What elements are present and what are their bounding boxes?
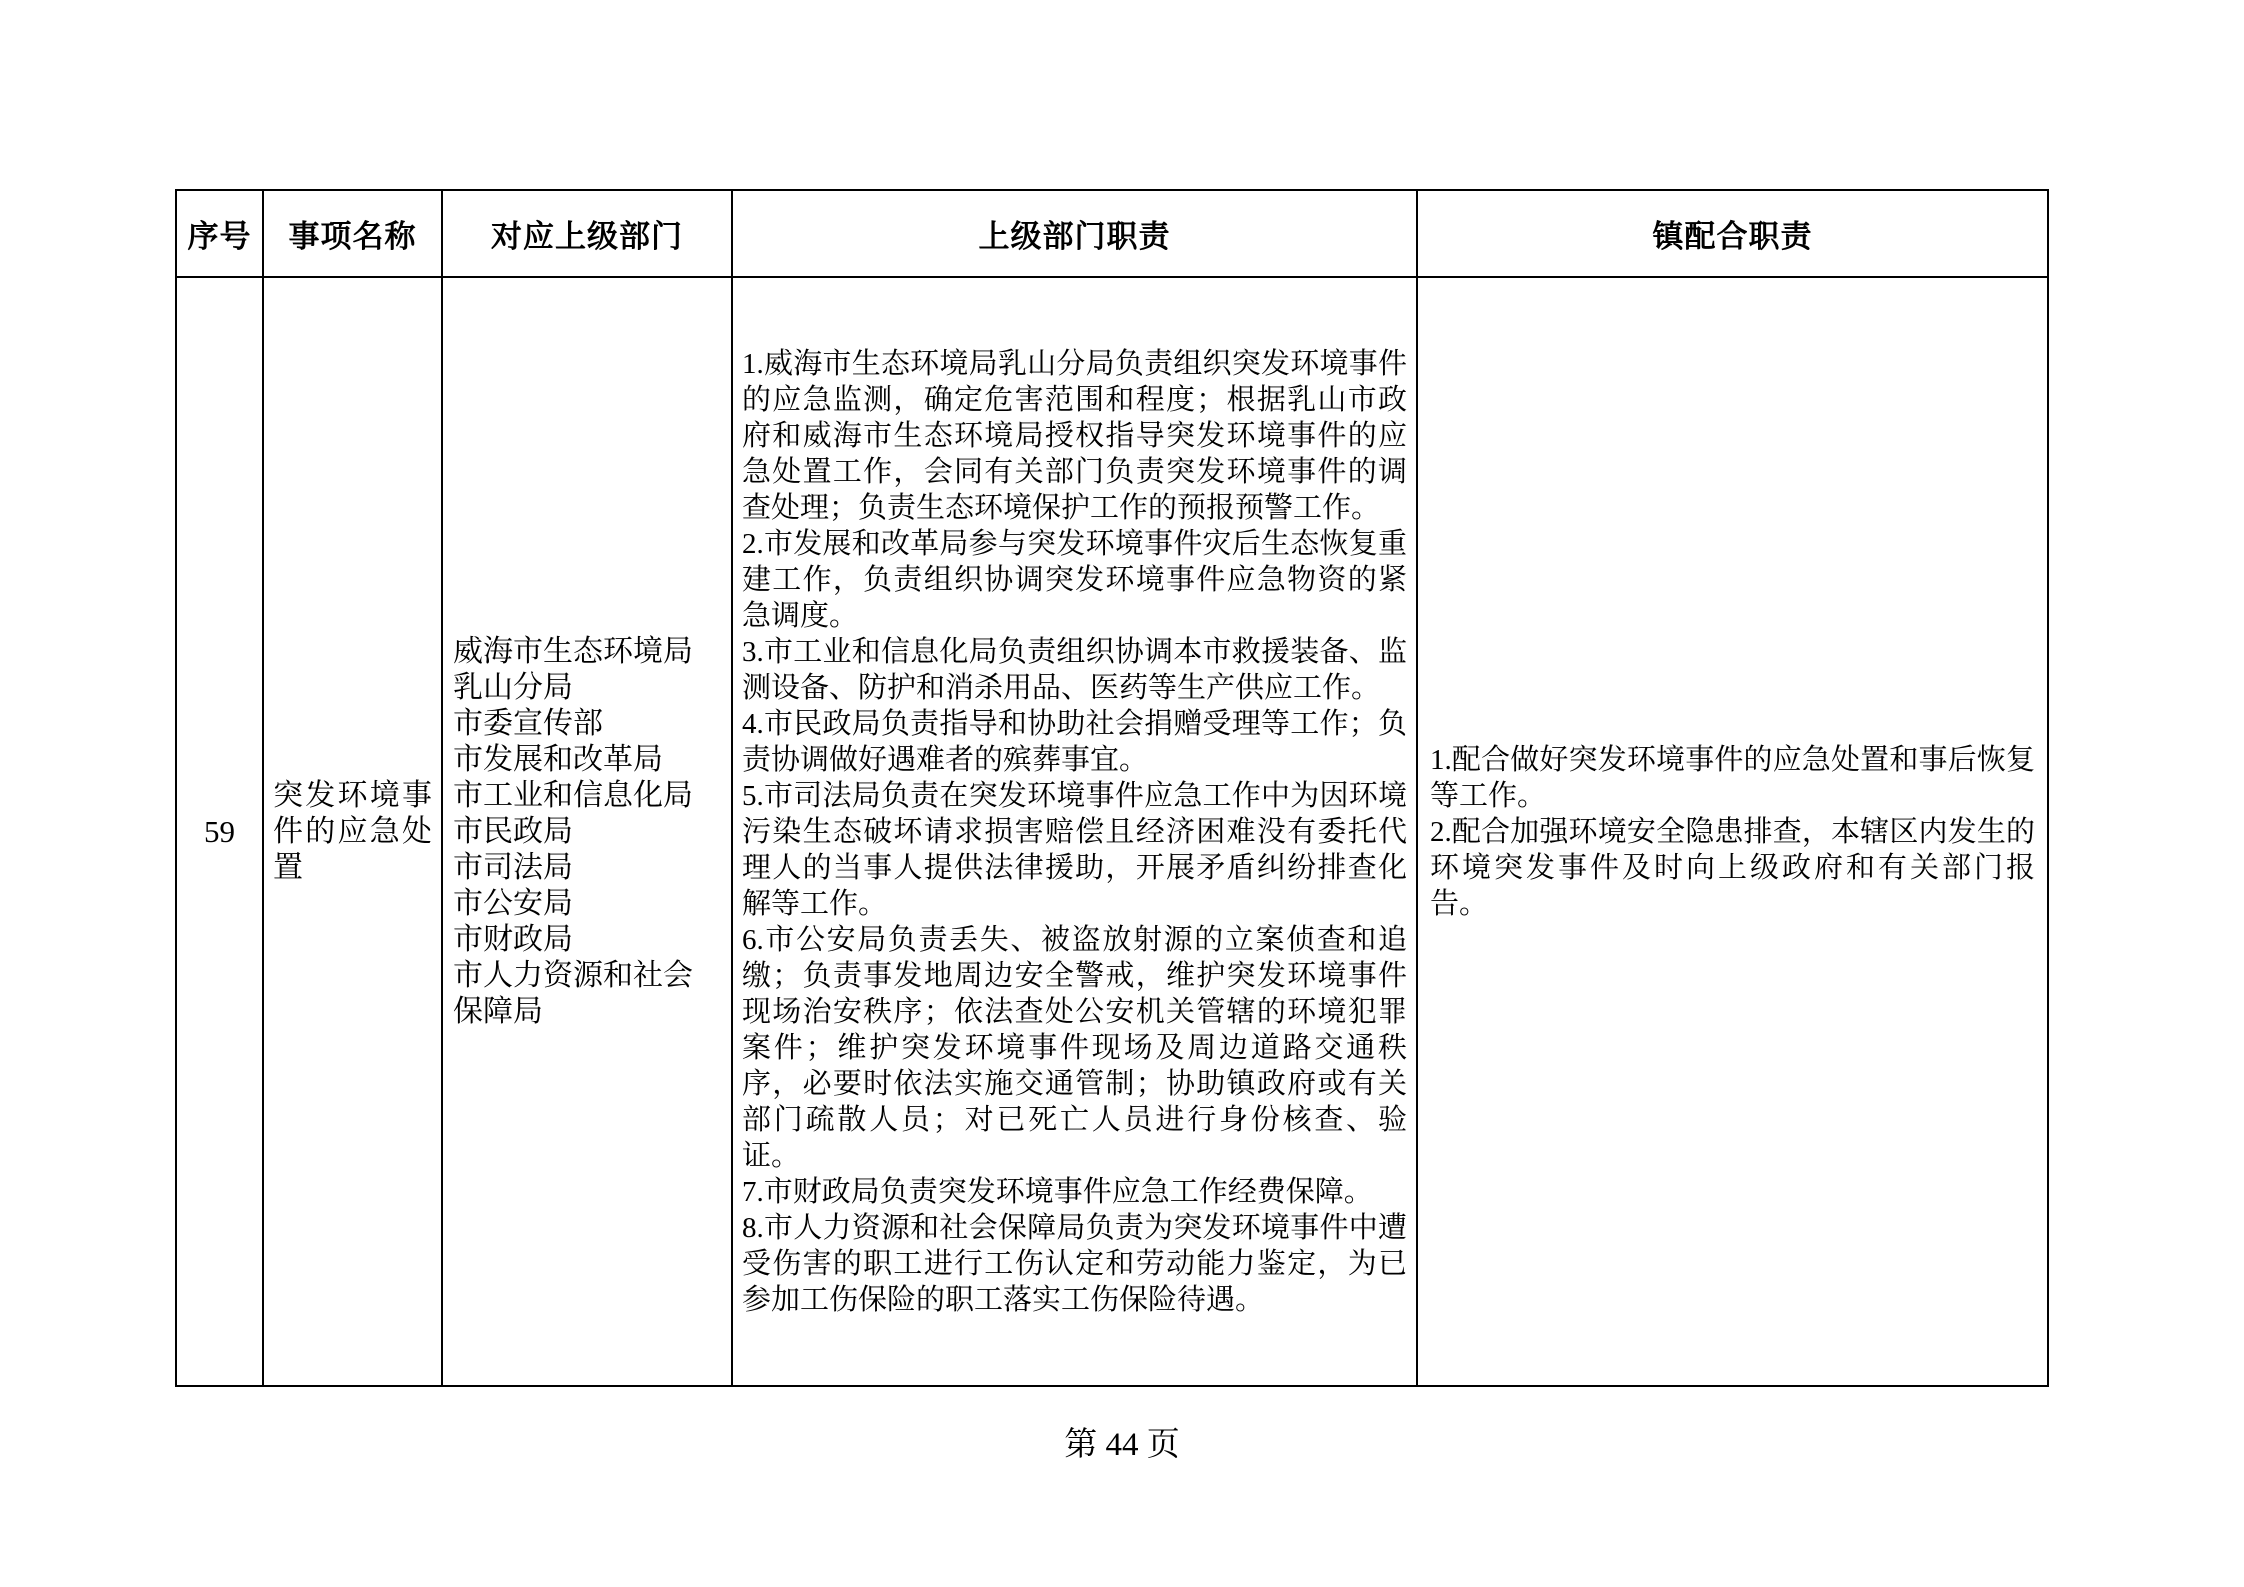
department-line: 市委宣传部 [453, 706, 603, 740]
header-superior-duties: 上级部门职责 [732, 190, 1417, 277]
town-duty-paragraph: 1.配合做好突发环境事件的应急处置和事后恢复等工作。 [1430, 743, 2035, 812]
superior-duty-paragraph: 2.市发展和改革局参与突发环境事件灾后生态恢复重建工作，负责组织协调突发环境事件应急物资的紧急调度。 [742, 527, 1407, 632]
superior-duty-paragraph: 7.市财政局负责突发环境事件应急工作经费保障。 [742, 1175, 1373, 1208]
cell-superior-duties [732, 277, 1417, 1386]
department-line: 市司法局 [453, 850, 573, 884]
superior-duty-paragraph: 8.市人力资源和社会保障局负责为突发环境事件中遭受伤害的职工进行工伤认定和劳动能力鉴定，为已参加工伤保险的职工落实工伤保险待遇。 [742, 1211, 1407, 1316]
department-line: 市工业和信息化局 [453, 778, 693, 812]
cell-town-duties [1417, 277, 2048, 1386]
header-superior-department: 对应上级部门 [442, 190, 732, 277]
table-row [176, 277, 2048, 1386]
superior-duty-paragraph: 5.市司法局负责在突发环境事件应急工作中为因环境污染生态破坏请求损害赔偿且经济困难没有委托代理人的当事人提供法律援助，开展矛盾纠纷排查化解等工作。 [742, 779, 1407, 920]
responsibility-table [175, 189, 2049, 1387]
cell-departments [442, 277, 732, 1386]
superior-duty-paragraph: 4.市民政局负责指导和协助社会捐赠受理等工作；负责协调做好遇难者的殡葬事宜。 [742, 707, 1407, 776]
department-line: 市民政局 [453, 814, 573, 848]
page-number: 第 44 页 [1064, 1427, 1180, 1463]
superior-duty-paragraph: 3.市工业和信息化局负责组织协调本市救援装备、监测设备、防护和消杀用品、医药等生产供应工作。 [742, 635, 1407, 704]
department-line: 市人力资源和社会保障局 [453, 958, 693, 1028]
header-item-name: 事项名称 [263, 190, 442, 277]
superior-duty-paragraph: 1.威海市生态环境局乳山分局负责组织突发环境事件的应急监测，确定危害范围和程度；根据乳山市政府和威海市生态环境局授权指导突发环境事件的应急处置工作，会同有关部门负责突发环境事件的调查处理；负责生态环境保护工作的预报预警工作。 [742, 347, 1407, 524]
department-line: 市公安局 [453, 886, 573, 920]
cell-item-name: 突发环境事件的应急处置 [263, 277, 442, 1386]
town-duty-paragraph: 2.配合加强环境安全隐患排查，本辖区内发生的环境突发事件及时向上级政府和有关部门报告。 [1430, 815, 2035, 920]
superior-duty-paragraph: 6.市公安局负责丢失、被盗放射源的立案侦查和追缴；负责事发地周边安全警戒，维护突发环境事件现场治安秩序；依法查处公安机关管辖的环境犯罪案件；维护突发环境事件现场及周边道路交通秩序，必要时依法实施交通管制；协助镇政府或有关部门疏散人员；对已死亡人员进行身份核查、验证。 [742, 923, 1407, 1172]
department-line: 市发展和改革局 [453, 742, 663, 776]
department-line: 威海市生态环境局乳山分局 [453, 634, 693, 704]
department-line: 市财政局 [453, 922, 573, 956]
cell-serial-number: 59 [176, 277, 263, 1386]
header-town-duties: 镇配合职责 [1417, 190, 2048, 277]
table-header-row [176, 190, 2048, 277]
header-serial-number: 序号 [176, 190, 263, 277]
